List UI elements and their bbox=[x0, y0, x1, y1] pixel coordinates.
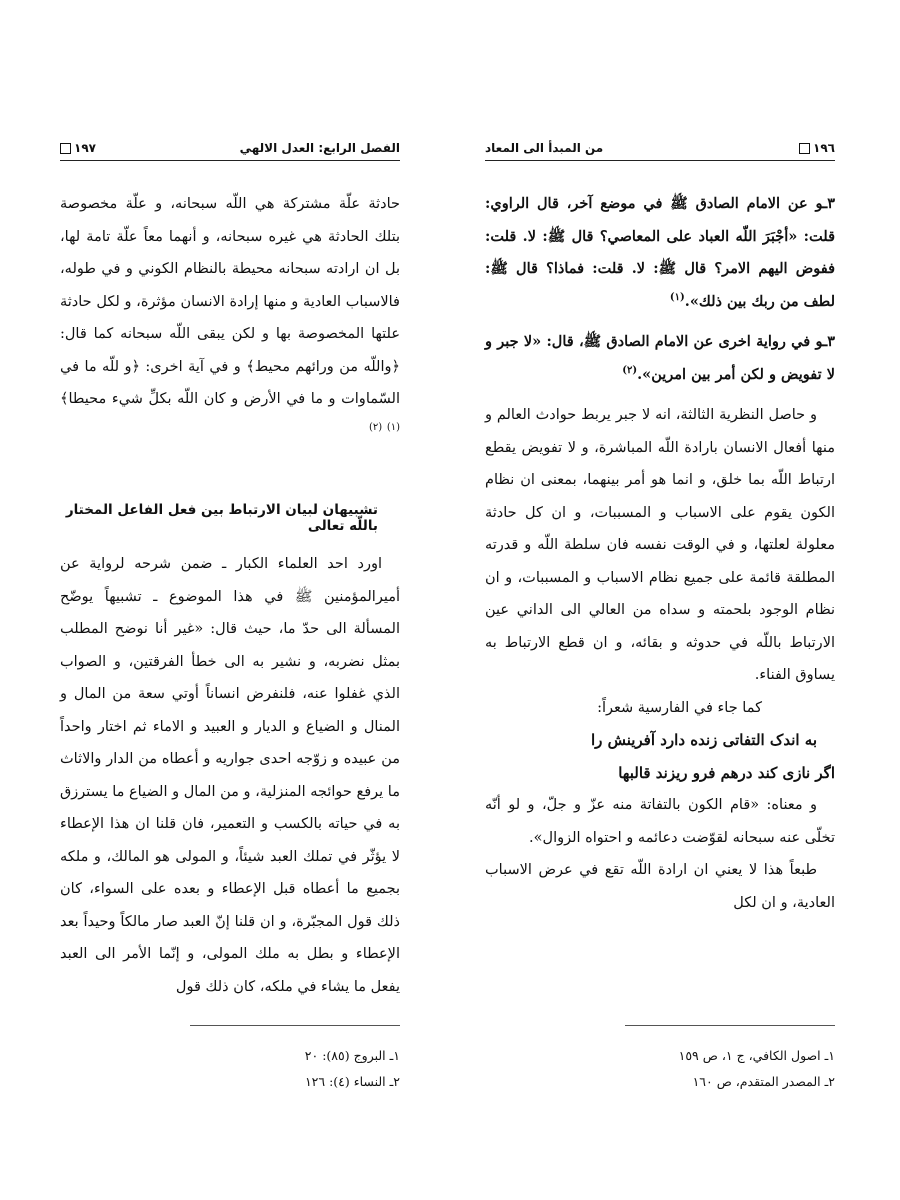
page-header bbox=[60, 138, 400, 161]
square-ornament-icon bbox=[60, 143, 71, 154]
paragraph: و حاصل النظرية الثالثة، انه لا جبر يربط حوادث العالم و منها أفعال الانسان بارادة اللّه المباشرة، و لا تفويض يقطع ارتباط اللّه بما خلق، و انما هو أمر بينهما، بمعنى ان نظام الكون يقوم على الاسباب و المسببات، و ان كل حادثة معلولة لعلتها، و في الوقت نفسه فان سلطة اللّه و قدرته المطلقة قائمة على جميع نظام الاسباب و المسببات، و ان نظام الوجود بلحمته و سداه من العالي الى الداني عين الارتباط باللّه في حدوثه و بقائه، و ان قطع الارتباط به يساوق الفناء. bbox=[485, 407, 835, 683]
footnote: ٢ـ النساء (٤): ١٢٦ bbox=[304, 1074, 400, 1089]
page-header bbox=[485, 138, 835, 161]
footnote-mark: (١) bbox=[669, 291, 685, 303]
page-196 bbox=[485, 0, 835, 1200]
square-ornament-icon bbox=[799, 143, 810, 154]
page-body bbox=[60, 548, 400, 1003]
footnote-mark: (٢) bbox=[369, 421, 383, 433]
running-title: من المبدأ الى المعاد bbox=[485, 141, 604, 155]
paragraph: اورد احد العلماء الكبار ـ ضمن شرحه لرواية عن أميرالمؤمنين ﷺ في هذا الموضوع ـ تشبيهاً يوضّح المسألة الى حدّ ما، حيث قال: «غير أنا نوضح المطلب بمثل نضربه، و نشير به الى خطأ الفرقتين، و الصواب الذي غفلوا عنه، فلنفرض انساناً أوتي سعة من المال و المنال و الضياع و الديار و العبيد و الاماء ثم اختار واحداً من عبيده و زوّجه احدى جواريه و أعطاه من الدار والاثاث ما يرفع حوائجه المنزلية، و من المال و الضياع ما يسترزق به في حياته بالكسب و التعمير، فان قلنا ان هذا الإعطاء لا يؤثّر في تملك العبد شيئاً، و المولى هو المالك، و ملكه بجميع ما أعطاه قبل الإعطاء و بعده على السواء، كان ذلك قول المجبّرة، و ان قلنا إنّ العبد صار مالكاً وحيداً بعد الإعطاء و بطل به ملك المولى، و إنّما الأمر الى العبد يفعل ما يشاء في ملكه، كان ذلك قول bbox=[60, 556, 400, 995]
footnote-divider bbox=[190, 1025, 400, 1026]
page-197 bbox=[60, 0, 400, 1200]
footnote: ١ـ اصول الكافي، ج ١، ص ١٥٩ bbox=[678, 1048, 835, 1063]
running-title: الفصل الرابع: العدل الالهي bbox=[239, 141, 400, 155]
section-title: تشبيهان لبيان الارتباط بين فعل الفاعل المختار باللّه تعالى bbox=[65, 502, 378, 534]
footnotes bbox=[485, 1043, 835, 1095]
footnote-mark: (١) bbox=[386, 421, 400, 433]
paragraph: طبعاً هذا لا يعني ان ارادة اللّه تقع في عرض الاسباب العادية، و ان لكل bbox=[485, 862, 835, 911]
paragraph: و معناه: «قام الكون بالتفاتة منه عزّ و جلّ، و لو أنّه تخلّى عنه سبحانه لقوّضت دعائمه و احتواه الزوال». bbox=[485, 797, 835, 846]
page-number: ١٩٧ bbox=[60, 141, 96, 155]
footnotes bbox=[60, 1043, 400, 1095]
footnote-divider bbox=[625, 1025, 835, 1026]
paragraph: ٣ـو عن الامام الصادق ﷺ في موضع آخر، قال الراوي: قلت: «أجْبَرَ اللّه العباد على المعاصي؟ قال ﷺ: لا. قلت: ففوض اليهم الامر؟ قال ﷺ: لا. قلت: فماذا؟ قال ﷺ: لطف من ربك بين ذلك».$^{(١)}$ bbox=[485, 195, 835, 310]
page-body bbox=[485, 188, 835, 919]
poem-line: اگر نازی کند درهم فرو ریزند قالبها bbox=[618, 763, 835, 782]
paragraph: كما جاء في الفارسية شعراً: bbox=[597, 699, 762, 716]
page-body bbox=[60, 188, 400, 448]
paragraph: حادثة علّة مشتركة هي اللّه سبحانه، و علّة مخصوصة بتلك الحادثة هي غيره سبحانه، و أنهما معاً علّة تامة لها، بل ان ارادته سبحانه محيطة بالنظام الكوني و في طوله، فالاسباب العادية و منها إرادة الانسان مؤثرة، و لكل حادثة علتها المخصوصة بها و لكن يبقى اللّه سبحانه كما قال: ﴿واللّه من ورائهم محيط﴾ و في آية اخرى: ﴿و للّه ما في السّماوات و ما في الأرض و كان اللّه بكلِّ شيء محيطا﴾$^{(١)}$ $^{(٢)}$ bbox=[60, 196, 400, 433]
poem-line: به اندک التفاتی زنده دارد آفرینش را bbox=[590, 731, 817, 749]
paragraph: ٣ـو في رواية اخرى عن الامام الصادق ﷺ، قال: «لا جبر و لا تفويض و لكن أمر بين امرين».$^{(٢)}$ bbox=[485, 333, 835, 383]
page-number: ١٩٦ bbox=[799, 141, 835, 155]
footnote-mark: (٢) bbox=[622, 364, 638, 376]
footnote: ٢ـ المصدر المتقدم، ص ١٦٠ bbox=[692, 1074, 835, 1089]
footnote: ١ـ البروج (٨٥): ٢٠ bbox=[304, 1048, 400, 1063]
